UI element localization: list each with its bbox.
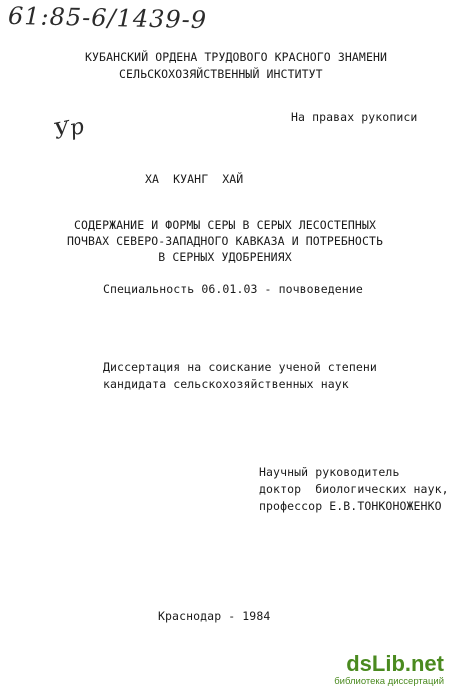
institution-line-2: СЕЛЬСКОХОЗЯЙСТВЕННЫЙ ИНСТИТУТ — [119, 67, 323, 81]
watermark[interactable] — [314, 652, 444, 688]
title-line-1: СОДЕРЖАНИЕ И ФОРМЫ СЕРЫ В СЕРЫХ ЛЕСОСТЕПНЫХ — [73, 218, 376, 232]
specialty: Специальность 06.01.03 - почвоведение — [103, 282, 363, 296]
supervisor-line-1: Научный руководитель — [259, 465, 400, 479]
manuscript-rights: На правах рукописи — [291, 110, 418, 124]
supervisor-line-3: профессор Е.В.ТОНКОНОЖЕНКО — [259, 499, 442, 513]
watermark-subtitle: библиотека диссертаций — [334, 676, 444, 687]
title-line-2: ПОЧВАХ СЕВЕРО-ЗАПАДНОГО КАВКАЗА И ПОТРЕБНОСТЬ — [66, 234, 384, 248]
watermark-logo[interactable]: dsLib.net — [346, 651, 444, 676]
handwritten-catalog-code: 61:85-6/1439-9 — [7, 1, 208, 35]
supervisor-line-2: доктор биологических наук, — [259, 482, 449, 496]
author-name: ХА КУАНГ ХАЙ — [145, 172, 244, 186]
institution-line-1: КУБАНСКИЙ ОРДЕНА ТРУДОВОГО КРАСНОГО ЗНАМЕНИ — [85, 50, 388, 64]
title-line-3: В СЕРНЫХ УДОБРЕНИЯХ — [158, 250, 292, 264]
place-year: Краснодар - 1984 — [158, 609, 271, 623]
handwritten-mark: Ур — [51, 114, 87, 145]
dissertation-line-2: кандидата сельскохозяйственных наук — [103, 377, 349, 391]
dissertation-line-1: Диссертация на соискание ученой степени — [103, 360, 377, 374]
